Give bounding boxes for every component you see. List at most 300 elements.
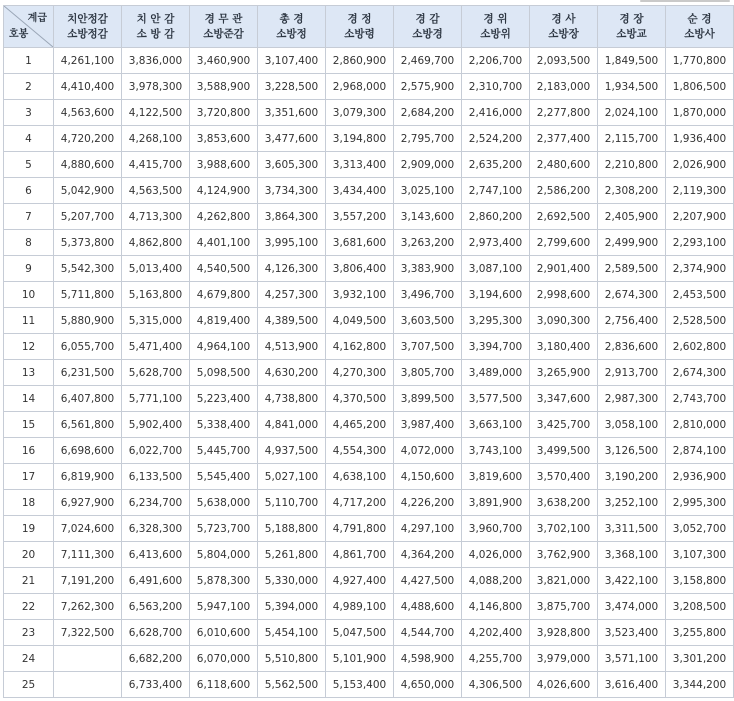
salary-cell: 5,711,800	[54, 282, 122, 308]
salary-cell: 3,301,200	[666, 646, 734, 672]
step-cell: 10	[4, 282, 54, 308]
salary-cell: 5,047,500	[326, 620, 394, 646]
salary-cell: 5,902,400	[122, 412, 190, 438]
fire-rank-label: 소방위	[480, 27, 511, 40]
step-cell: 22	[4, 594, 54, 620]
salary-cell: 4,415,700	[122, 152, 190, 178]
salary-cell: 6,010,600	[190, 620, 258, 646]
salary-cell: 2,093,500	[530, 48, 598, 74]
salary-cell: 2,909,000	[394, 152, 462, 178]
step-cell: 24	[4, 646, 54, 672]
salary-cell: 4,026,000	[462, 542, 530, 568]
column-header	[122, 6, 190, 48]
salary-cell: 4,717,200	[326, 490, 394, 516]
salary-cell: 5,510,800	[258, 646, 326, 672]
column-header	[598, 6, 666, 48]
salary-cell: 3,368,100	[598, 542, 666, 568]
salary-cell: 1,934,500	[598, 74, 666, 100]
salary-cell: 6,682,200	[122, 646, 190, 672]
salary-cell: 6,491,600	[122, 568, 190, 594]
salary-cell: 2,860,200	[462, 204, 530, 230]
table-row	[4, 620, 734, 646]
salary-cell: 3,313,400	[326, 152, 394, 178]
salary-cell: 2,377,400	[530, 126, 598, 152]
salary-cell: 2,973,400	[462, 230, 530, 256]
salary-cell: 4,088,200	[462, 568, 530, 594]
salary-cell: 4,410,400	[54, 74, 122, 100]
salary-cell: 2,024,100	[598, 100, 666, 126]
salary-cell: 5,445,700	[190, 438, 258, 464]
table-row	[4, 334, 734, 360]
police-rank-label: 치 안 감	[136, 12, 175, 25]
salary-cell: 2,480,600	[530, 152, 598, 178]
salary-cell: 3,107,400	[258, 48, 326, 74]
column-header	[54, 6, 122, 48]
salary-cell: 2,499,900	[598, 230, 666, 256]
salary-cell: 3,734,300	[258, 178, 326, 204]
salary-cell: 2,207,900	[666, 204, 734, 230]
salary-cell: 3,263,200	[394, 230, 462, 256]
salary-cell: 2,743,700	[666, 386, 734, 412]
salary-cell: 3,743,100	[462, 438, 530, 464]
salary-cell: 6,070,000	[190, 646, 258, 672]
salary-cell: 5,373,800	[54, 230, 122, 256]
step-cell: 16	[4, 438, 54, 464]
table-row	[4, 386, 734, 412]
salary-cell: 7,024,600	[54, 516, 122, 542]
salary-cell: 3,805,700	[394, 360, 462, 386]
salary-cell: 3,978,300	[122, 74, 190, 100]
salary-cell: 3,932,100	[326, 282, 394, 308]
step-cell: 19	[4, 516, 54, 542]
salary-cell: 4,261,100	[54, 48, 122, 74]
salary-cell: 5,542,300	[54, 256, 122, 282]
salary-cell: 4,544,700	[394, 620, 462, 646]
salary-cell: 4,791,800	[326, 516, 394, 542]
step-cell: 13	[4, 360, 54, 386]
salary-cell: 3,425,700	[530, 412, 598, 438]
salary-cell: 2,860,900	[326, 48, 394, 74]
salary-cell: 3,720,800	[190, 100, 258, 126]
salary-cell: 2,210,800	[598, 152, 666, 178]
step-cell: 12	[4, 334, 54, 360]
salary-cell: 5,947,100	[190, 594, 258, 620]
corner-step-label: 호봉	[9, 29, 29, 40]
salary-cell: 3,864,300	[258, 204, 326, 230]
salary-cell: 5,471,400	[122, 334, 190, 360]
column-header	[190, 6, 258, 48]
salary-cell: 1,870,000	[666, 100, 734, 126]
column-header	[530, 6, 598, 48]
step-cell: 5	[4, 152, 54, 178]
salary-cell: 2,524,200	[462, 126, 530, 152]
salary-cell: 3,295,300	[462, 308, 530, 334]
salary-cell: 4,202,400	[462, 620, 530, 646]
police-rank-label: 경 정	[347, 12, 372, 25]
fire-rank-label: 소방사	[684, 27, 715, 40]
salary-cell: 3,255,800	[666, 620, 734, 646]
salary-cell: 6,118,600	[190, 672, 258, 698]
step-cell: 1	[4, 48, 54, 74]
salary-cell: 3,605,300	[258, 152, 326, 178]
step-cell: 17	[4, 464, 54, 490]
table-row	[4, 464, 734, 490]
table-row	[4, 516, 734, 542]
salary-cell: 3,603,500	[394, 308, 462, 334]
salary-cell: 2,836,600	[598, 334, 666, 360]
salary-cell: 2,528,500	[666, 308, 734, 334]
salary-cell: 5,027,100	[258, 464, 326, 490]
salary-cell: 4,306,500	[462, 672, 530, 698]
salary-cell: 1,936,400	[666, 126, 734, 152]
salary-cell: 3,995,100	[258, 230, 326, 256]
salary-cell: 1,806,500	[666, 74, 734, 100]
salary-cell: 4,554,300	[326, 438, 394, 464]
salary-cell: 5,330,000	[258, 568, 326, 594]
step-cell: 11	[4, 308, 54, 334]
salary-cell: 3,194,600	[462, 282, 530, 308]
salary-cell: 3,819,600	[462, 464, 530, 490]
salary-cell: 3,434,400	[326, 178, 394, 204]
salary-cell: 4,650,000	[394, 672, 462, 698]
salary-cell: 3,143,600	[394, 204, 462, 230]
salary-cell: 4,257,300	[258, 282, 326, 308]
step-cell: 14	[4, 386, 54, 412]
salary-cell: 3,499,500	[530, 438, 598, 464]
salary-cell: 3,489,000	[462, 360, 530, 386]
salary-cell: 5,880,900	[54, 308, 122, 334]
salary-cell: 6,055,700	[54, 334, 122, 360]
salary-cell: 3,960,700	[462, 516, 530, 542]
salary-cell: 2,913,700	[598, 360, 666, 386]
salary-cell: 4,937,500	[258, 438, 326, 464]
step-cell: 2	[4, 74, 54, 100]
salary-cell: 3,899,500	[394, 386, 462, 412]
salary-cell: 6,407,800	[54, 386, 122, 412]
salary-cell: 5,207,700	[54, 204, 122, 230]
salary-cell: 3,762,900	[530, 542, 598, 568]
table-body	[4, 48, 734, 698]
salary-cell: 4,638,100	[326, 464, 394, 490]
salary-cell: 4,880,600	[54, 152, 122, 178]
corner-rank-label: 계급	[27, 13, 47, 24]
salary-cell: 5,723,700	[190, 516, 258, 542]
salary-cell: 3,126,500	[598, 438, 666, 464]
corner-header	[4, 6, 54, 48]
step-cell: 15	[4, 412, 54, 438]
salary-cell: 5,223,400	[190, 386, 258, 412]
salary-cell: 3,663,100	[462, 412, 530, 438]
salary-cell: 5,338,400	[190, 412, 258, 438]
salary-cell: 4,427,500	[394, 568, 462, 594]
salary-cell: 2,684,200	[394, 100, 462, 126]
salary-cell: 5,110,700	[258, 490, 326, 516]
salary-cell: 3,571,100	[598, 646, 666, 672]
table-row	[4, 568, 734, 594]
salary-cell: 2,115,700	[598, 126, 666, 152]
salary-cell: 2,308,200	[598, 178, 666, 204]
salary-cell: 4,598,900	[394, 646, 462, 672]
salary-cell: 3,891,900	[462, 490, 530, 516]
step-cell: 25	[4, 672, 54, 698]
salary-cell: 3,025,100	[394, 178, 462, 204]
salary-cell: 7,111,300	[54, 542, 122, 568]
salary-cell: 4,819,400	[190, 308, 258, 334]
salary-cell: 5,098,500	[190, 360, 258, 386]
salary-cell: 1,849,500	[598, 48, 666, 74]
salary-cell: 2,747,100	[462, 178, 530, 204]
salary-cell	[54, 672, 122, 698]
salary-cell: 3,460,900	[190, 48, 258, 74]
salary-cell: 5,804,000	[190, 542, 258, 568]
salary-cell: 4,255,700	[462, 646, 530, 672]
police-rank-label: 치안정감	[67, 12, 108, 25]
salary-cell: 2,987,300	[598, 386, 666, 412]
salary-cell: 5,042,900	[54, 178, 122, 204]
table-row	[4, 152, 734, 178]
salary-cell: 2,026,900	[666, 152, 734, 178]
salary-cell: 6,733,400	[122, 672, 190, 698]
salary-cell: 5,153,400	[326, 672, 394, 698]
salary-cell: 2,602,800	[666, 334, 734, 360]
salary-cell: 3,090,300	[530, 308, 598, 334]
step-cell: 18	[4, 490, 54, 516]
salary-cell: 2,674,300	[598, 282, 666, 308]
salary-cell: 7,191,200	[54, 568, 122, 594]
salary-cell: 4,630,200	[258, 360, 326, 386]
salary-cell: 3,087,100	[462, 256, 530, 282]
salary-cell: 3,180,400	[530, 334, 598, 360]
salary-cell: 3,570,400	[530, 464, 598, 490]
salary-cell: 3,702,100	[530, 516, 598, 542]
salary-cell: 2,310,700	[462, 74, 530, 100]
salary-cell: 3,079,300	[326, 100, 394, 126]
salary-cell: 5,394,000	[258, 594, 326, 620]
fire-rank-label: 소방경	[412, 27, 443, 40]
salary-cell: 1,770,800	[666, 48, 734, 74]
salary-cell: 2,635,200	[462, 152, 530, 178]
table-row	[4, 490, 734, 516]
fire-rank-label: 소방교	[616, 27, 647, 40]
salary-cell: 3,058,100	[598, 412, 666, 438]
salary-cell: 5,878,300	[190, 568, 258, 594]
salary-cell: 2,293,100	[666, 230, 734, 256]
fire-rank-label: 소방정감	[67, 27, 108, 40]
table-row	[4, 178, 734, 204]
salary-cell: 4,268,100	[122, 126, 190, 152]
salary-cell: 3,616,400	[598, 672, 666, 698]
salary-cell: 2,998,600	[530, 282, 598, 308]
police-rank-label: 경 사	[551, 12, 576, 25]
salary-cell: 3,422,100	[598, 568, 666, 594]
salary-cell: 4,720,200	[54, 126, 122, 152]
salary-cell: 4,146,800	[462, 594, 530, 620]
step-cell: 8	[4, 230, 54, 256]
table-row	[4, 204, 734, 230]
police-rank-label: 경 무 관	[204, 12, 243, 25]
salary-cell: 3,523,400	[598, 620, 666, 646]
salary-cell: 6,133,500	[122, 464, 190, 490]
salary-cell: 3,265,900	[530, 360, 598, 386]
step-cell: 3	[4, 100, 54, 126]
salary-cell: 5,261,800	[258, 542, 326, 568]
salary-cell: 2,119,300	[666, 178, 734, 204]
salary-cell: 3,107,300	[666, 542, 734, 568]
table-row	[4, 48, 734, 74]
salary-cell: 2,756,400	[598, 308, 666, 334]
salary-cell: 4,226,200	[394, 490, 462, 516]
column-header	[326, 6, 394, 48]
salary-cell: 4,026,600	[530, 672, 598, 698]
salary-cell: 2,586,200	[530, 178, 598, 204]
salary-cell: 5,188,800	[258, 516, 326, 542]
salary-cell: 2,674,300	[666, 360, 734, 386]
salary-cell: 3,988,600	[190, 152, 258, 178]
step-cell: 21	[4, 568, 54, 594]
salary-cell: 2,277,800	[530, 100, 598, 126]
clipped-unit-note	[640, 0, 730, 3]
table-row	[4, 646, 734, 672]
salary-cell: 4,713,300	[122, 204, 190, 230]
salary-cell: 4,989,100	[326, 594, 394, 620]
salary-cell: 2,206,700	[462, 48, 530, 74]
salary-cell: 6,022,700	[122, 438, 190, 464]
salary-cell: 3,928,800	[530, 620, 598, 646]
salary-cell: 6,628,700	[122, 620, 190, 646]
salary-cell: 4,513,900	[258, 334, 326, 360]
salary-cell: 3,208,500	[666, 594, 734, 620]
step-cell: 6	[4, 178, 54, 204]
salary-cell: 4,370,500	[326, 386, 394, 412]
fire-rank-label: 소방정	[276, 27, 307, 40]
salary-cell: 2,589,500	[598, 256, 666, 282]
salary-cell: 6,328,300	[122, 516, 190, 542]
salary-cell: 4,364,200	[394, 542, 462, 568]
salary-cell: 3,577,500	[462, 386, 530, 412]
salary-cell: 2,795,700	[394, 126, 462, 152]
fire-rank-label: 소 방 감	[136, 27, 175, 40]
table-row	[4, 230, 734, 256]
salary-cell: 2,936,900	[666, 464, 734, 490]
salary-cell: 5,013,400	[122, 256, 190, 282]
salary-cell: 4,049,500	[326, 308, 394, 334]
fire-rank-label: 소방령	[344, 27, 375, 40]
salary-cell: 4,124,900	[190, 178, 258, 204]
salary-cell: 2,810,000	[666, 412, 734, 438]
salary-cell: 3,394,700	[462, 334, 530, 360]
column-header	[462, 6, 530, 48]
salary-cell: 4,389,500	[258, 308, 326, 334]
table-row	[4, 308, 734, 334]
step-cell: 20	[4, 542, 54, 568]
salary-cell: 4,841,000	[258, 412, 326, 438]
salary-cell: 2,874,100	[666, 438, 734, 464]
salary-cell: 5,562,500	[258, 672, 326, 698]
salary-cell: 2,416,000	[462, 100, 530, 126]
salary-cell: 3,228,500	[258, 74, 326, 100]
salary-cell: 3,311,500	[598, 516, 666, 542]
salary-cell: 3,194,800	[326, 126, 394, 152]
salary-cell: 6,231,500	[54, 360, 122, 386]
header-row	[4, 6, 734, 48]
salary-cell: 2,374,900	[666, 256, 734, 282]
salary-cell: 6,561,800	[54, 412, 122, 438]
salary-cell: 5,315,000	[122, 308, 190, 334]
salary-cell: 2,575,900	[394, 74, 462, 100]
salary-cell: 4,262,800	[190, 204, 258, 230]
salary-cell: 3,806,400	[326, 256, 394, 282]
salary-cell: 4,465,200	[326, 412, 394, 438]
table-row	[4, 438, 734, 464]
salary-cell: 3,557,200	[326, 204, 394, 230]
salary-cell: 3,383,900	[394, 256, 462, 282]
salary-cell: 2,692,500	[530, 204, 598, 230]
salary-cell: 4,126,300	[258, 256, 326, 282]
salary-cell: 4,122,500	[122, 100, 190, 126]
police-rank-label: 경 감	[415, 12, 440, 25]
salary-cell: 3,344,200	[666, 672, 734, 698]
column-header	[666, 6, 734, 48]
salary-cell: 4,270,300	[326, 360, 394, 386]
police-rank-label: 총 경	[279, 12, 304, 25]
table-row	[4, 126, 734, 152]
salary-cell: 2,183,000	[530, 74, 598, 100]
salary-cell: 3,474,000	[598, 594, 666, 620]
table-row	[4, 100, 734, 126]
fire-rank-label: 소방장	[548, 27, 579, 40]
salary-cell: 2,799,600	[530, 230, 598, 256]
salary-cell: 3,190,200	[598, 464, 666, 490]
salary-cell: 4,150,600	[394, 464, 462, 490]
salary-cell: 3,496,700	[394, 282, 462, 308]
table-row	[4, 256, 734, 282]
salary-cell: 6,413,600	[122, 542, 190, 568]
salary-cell: 5,638,000	[190, 490, 258, 516]
salary-cell: 7,322,500	[54, 620, 122, 646]
salary-cell: 3,638,200	[530, 490, 598, 516]
salary-cell: 3,979,000	[530, 646, 598, 672]
salary-cell: 6,563,200	[122, 594, 190, 620]
salary-cell: 4,540,500	[190, 256, 258, 282]
salary-cell: 3,588,900	[190, 74, 258, 100]
salary-cell: 4,738,800	[258, 386, 326, 412]
salary-cell: 3,707,500	[394, 334, 462, 360]
salary-cell: 3,052,700	[666, 516, 734, 542]
salary-cell: 2,453,500	[666, 282, 734, 308]
table-row	[4, 74, 734, 100]
salary-cell: 4,162,800	[326, 334, 394, 360]
salary-cell: 5,628,700	[122, 360, 190, 386]
table-row	[4, 594, 734, 620]
salary-cell: 3,252,100	[598, 490, 666, 516]
column-header	[258, 6, 326, 48]
salary-cell: 2,968,000	[326, 74, 394, 100]
salary-cell: 6,819,900	[54, 464, 122, 490]
salary-cell: 4,072,000	[394, 438, 462, 464]
table-row	[4, 282, 734, 308]
salary-cell: 3,821,000	[530, 568, 598, 594]
salary-cell: 3,681,600	[326, 230, 394, 256]
police-rank-label: 순 경	[687, 12, 712, 25]
salary-cell: 3,853,600	[190, 126, 258, 152]
salary-cell: 3,158,800	[666, 568, 734, 594]
salary-cell: 3,875,700	[530, 594, 598, 620]
salary-cell: 3,836,000	[122, 48, 190, 74]
fire-rank-label: 소방준감	[203, 27, 244, 40]
salary-cell: 4,563,600	[54, 100, 122, 126]
salary-cell: 4,927,400	[326, 568, 394, 594]
salary-cell: 6,698,600	[54, 438, 122, 464]
